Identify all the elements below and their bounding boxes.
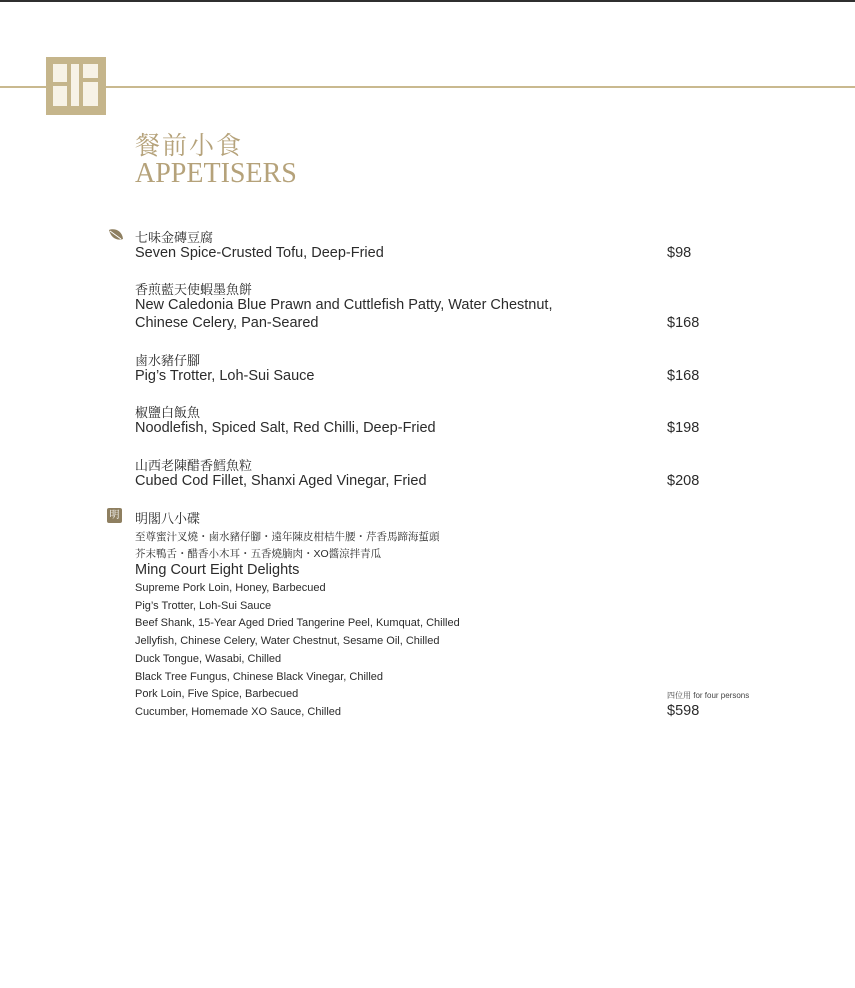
set-component: Supreme Pork Loin, Honey, Barbecued bbox=[135, 582, 326, 594]
set-components-zh: 芥末鴨舌・醋香小木耳・五香燒腩肉・XO醬涼拌青瓜 bbox=[135, 548, 382, 560]
ming-court-logo bbox=[46, 57, 106, 115]
item-name-zh: 鹵水豬仔腳 bbox=[135, 353, 201, 368]
set-component: Jellyfish, Chinese Celery, Water Chestnut, Sesame Oil, Chilled bbox=[135, 635, 440, 647]
set-component: Duck Tongue, Wasabi, Chilled bbox=[135, 653, 282, 665]
set-name-zh: 明閣八小碟 bbox=[135, 511, 201, 526]
item-name-en: Pig’s Trotter, Loh-Sui Sauce bbox=[135, 368, 315, 384]
item-name-en: Noodlefish, Spiced Salt, Red Chilli, Deep-Fried bbox=[135, 420, 436, 436]
leaf-icon bbox=[108, 228, 124, 242]
set-component: Pork Loin, Five Spice, Barbecued bbox=[135, 688, 299, 700]
set-name-en: Ming Court Eight Delights bbox=[135, 562, 300, 578]
item-name-en: Cubed Cod Fillet, Shanxi Aged Vinegar, Fried bbox=[135, 473, 427, 489]
item-name-zh: 山西老陳醋香鱈魚粒 bbox=[135, 458, 253, 473]
ming-badge-icon: 明 bbox=[107, 508, 122, 523]
item-name-en: Seven Spice-Crusted Tofu, Deep-Fried bbox=[135, 245, 384, 261]
item-price: $168 bbox=[667, 315, 700, 331]
set-component: Beef Shank, 15-Year Aged Dried Tangerine Peel, Kumquat, Chilled bbox=[135, 617, 460, 629]
item-name-en: Chinese Celery, Pan-Seared bbox=[135, 315, 319, 331]
set-price: $598 bbox=[667, 703, 700, 719]
set-component: Cucumber, Homemade XO Sauce, Chilled bbox=[135, 706, 342, 718]
section-title-en: APPETISERS bbox=[135, 158, 297, 189]
section-title-zh: 餐前小食 bbox=[135, 131, 244, 160]
item-name-zh: 七味金磚豆腐 bbox=[135, 230, 214, 245]
serving-note: 四位用 for four persons bbox=[667, 691, 750, 700]
set-component: Black Tree Fungus, Chinese Black Vinegar, Chilled bbox=[135, 671, 384, 683]
set-component: Pig’s Trotter, Loh-Sui Sauce bbox=[135, 600, 272, 612]
item-name-zh: 椒鹽白飯魚 bbox=[135, 405, 201, 420]
item-price: $198 bbox=[667, 420, 700, 436]
set-components-zh: 至尊蜜汁叉燒・鹵水豬仔腳・遠年陳皮柑桔牛腰・芹香馬蹄海蜇頭 bbox=[135, 531, 440, 543]
item-price: $98 bbox=[667, 245, 692, 261]
item-name-en: New Caledonia Blue Prawn and Cuttlefish Patty, Water Chestnut, bbox=[135, 297, 553, 313]
top-border bbox=[0, 0, 855, 2]
item-name-zh: 香煎藍天使蝦墨魚餅 bbox=[135, 282, 253, 297]
item-price: $168 bbox=[667, 368, 700, 384]
item-price: $208 bbox=[667, 473, 700, 489]
header-rule bbox=[0, 86, 855, 88]
